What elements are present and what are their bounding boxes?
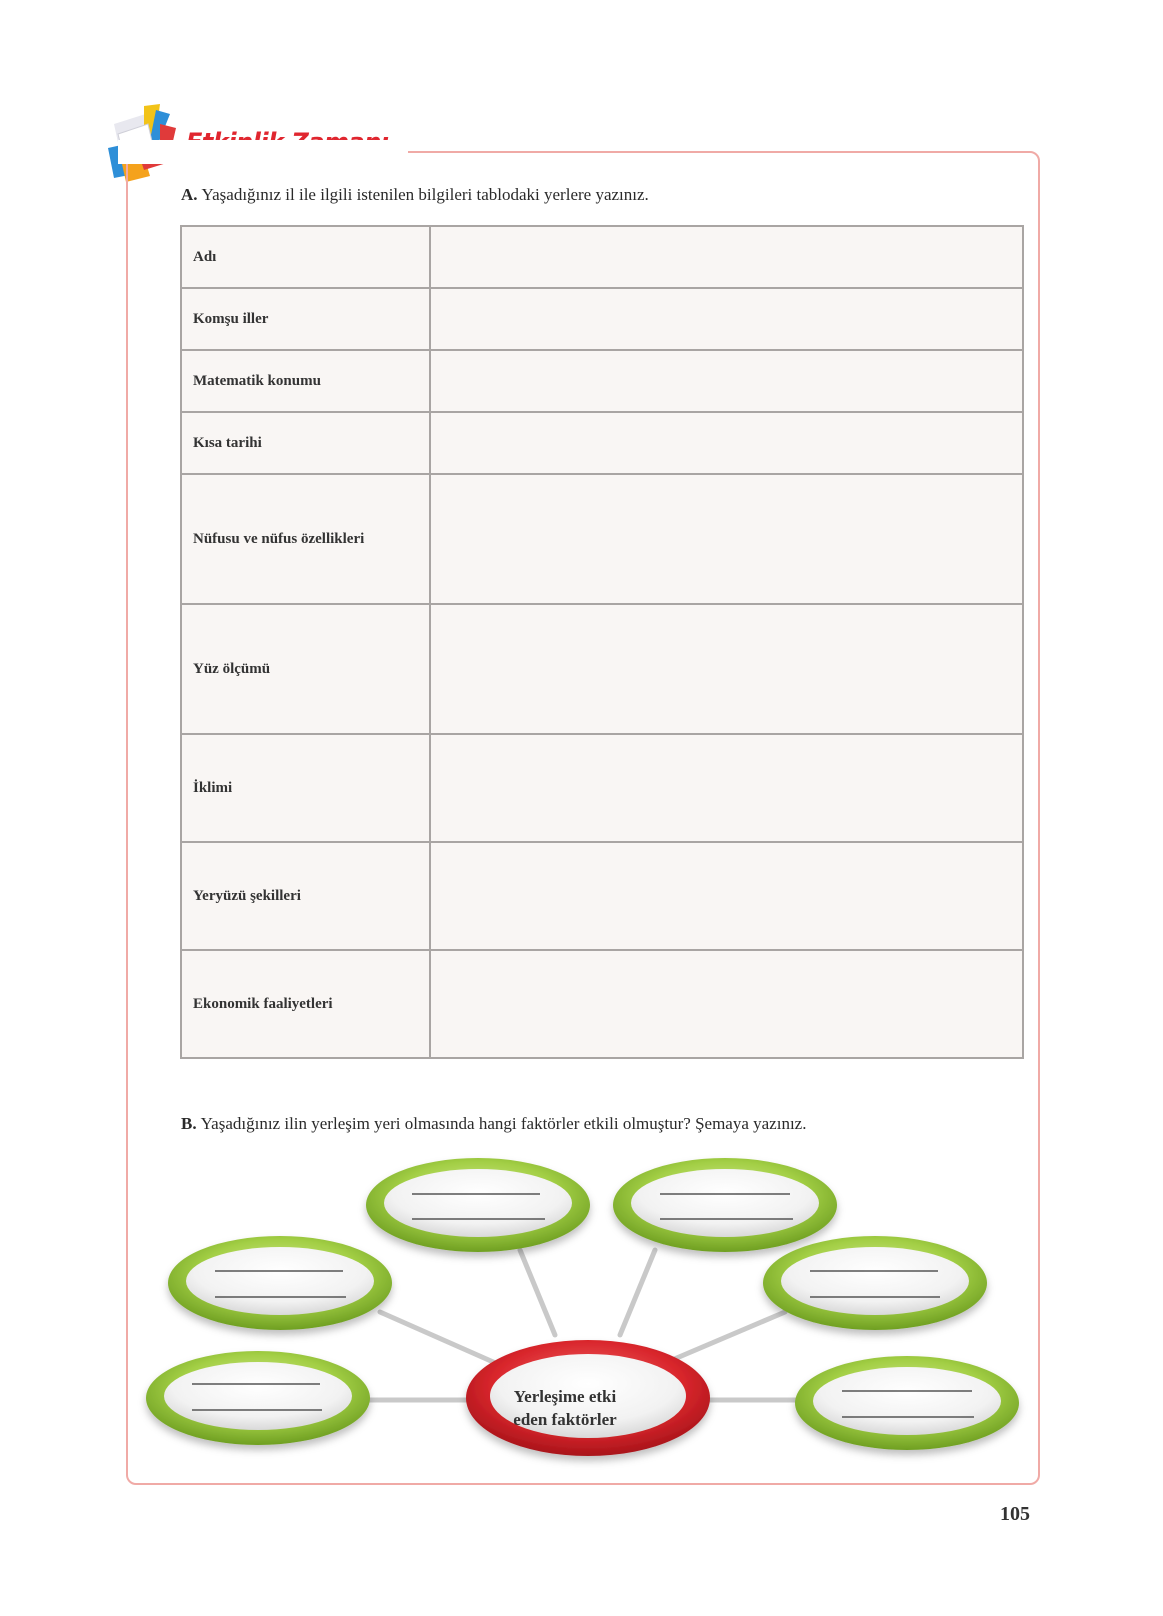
table-row <box>181 474 1023 604</box>
section-b-text: Yaşadığınız ilin yerleşim yeri olmasında hangi faktörler etkili olmuştur? Şemaya yazınız. <box>200 1114 807 1133</box>
row-label: Adı <box>181 226 430 288</box>
answer-cell[interactable] <box>430 842 1023 950</box>
factor-oval[interactable] <box>146 1351 370 1445</box>
page-number: 105 <box>1000 1503 1030 1525</box>
answer-cell[interactable] <box>430 604 1023 734</box>
factor-oval[interactable] <box>795 1356 1019 1450</box>
table-row <box>181 350 1023 412</box>
row-label: Komşu iller <box>181 288 430 350</box>
section-b-instruction <box>181 1114 806 1134</box>
table-row <box>181 412 1023 474</box>
section-a-label: A. <box>181 185 198 204</box>
table-row <box>181 950 1023 1058</box>
row-label: İklimi <box>181 734 430 842</box>
row-label: Kısa tarihi <box>181 412 430 474</box>
section-b-label: B. <box>181 1114 197 1133</box>
table-row <box>181 842 1023 950</box>
answer-cell[interactable] <box>430 350 1023 412</box>
answer-cell[interactable] <box>430 950 1023 1058</box>
table-row <box>181 226 1023 288</box>
row-label: Nüfusu ve nüfus özellikleri <box>181 474 430 604</box>
answer-cell[interactable] <box>430 412 1023 474</box>
factor-oval[interactable] <box>763 1236 987 1330</box>
frame-gap <box>118 140 408 164</box>
factor-oval[interactable] <box>366 1158 590 1252</box>
table-row <box>181 734 1023 842</box>
row-label: Matematik konumu <box>181 350 430 412</box>
row-label: Yüz ölçümü <box>181 604 430 734</box>
factor-oval[interactable] <box>613 1158 837 1252</box>
answer-cell[interactable] <box>430 474 1023 604</box>
section-a-text: Yaşadığınız il ile ilgili istenilen bilgileri tablodaki yerlere yazınız. <box>201 185 649 204</box>
city-info-table <box>180 225 1024 1059</box>
answer-cell[interactable] <box>430 734 1023 842</box>
table-row <box>181 288 1023 350</box>
row-label: Ekonomik faaliyetleri <box>181 950 430 1058</box>
factor-oval[interactable] <box>168 1236 392 1330</box>
section-a-instruction <box>181 185 649 205</box>
row-label: Yeryüzü şekilleri <box>181 842 430 950</box>
center-label <box>505 1385 625 1431</box>
center-label-line2: eden faktörler <box>513 1410 617 1429</box>
answer-cell[interactable] <box>430 288 1023 350</box>
center-label-line1: Yerleşime etki <box>513 1387 617 1406</box>
table-row <box>181 604 1023 734</box>
answer-cell[interactable] <box>430 226 1023 288</box>
